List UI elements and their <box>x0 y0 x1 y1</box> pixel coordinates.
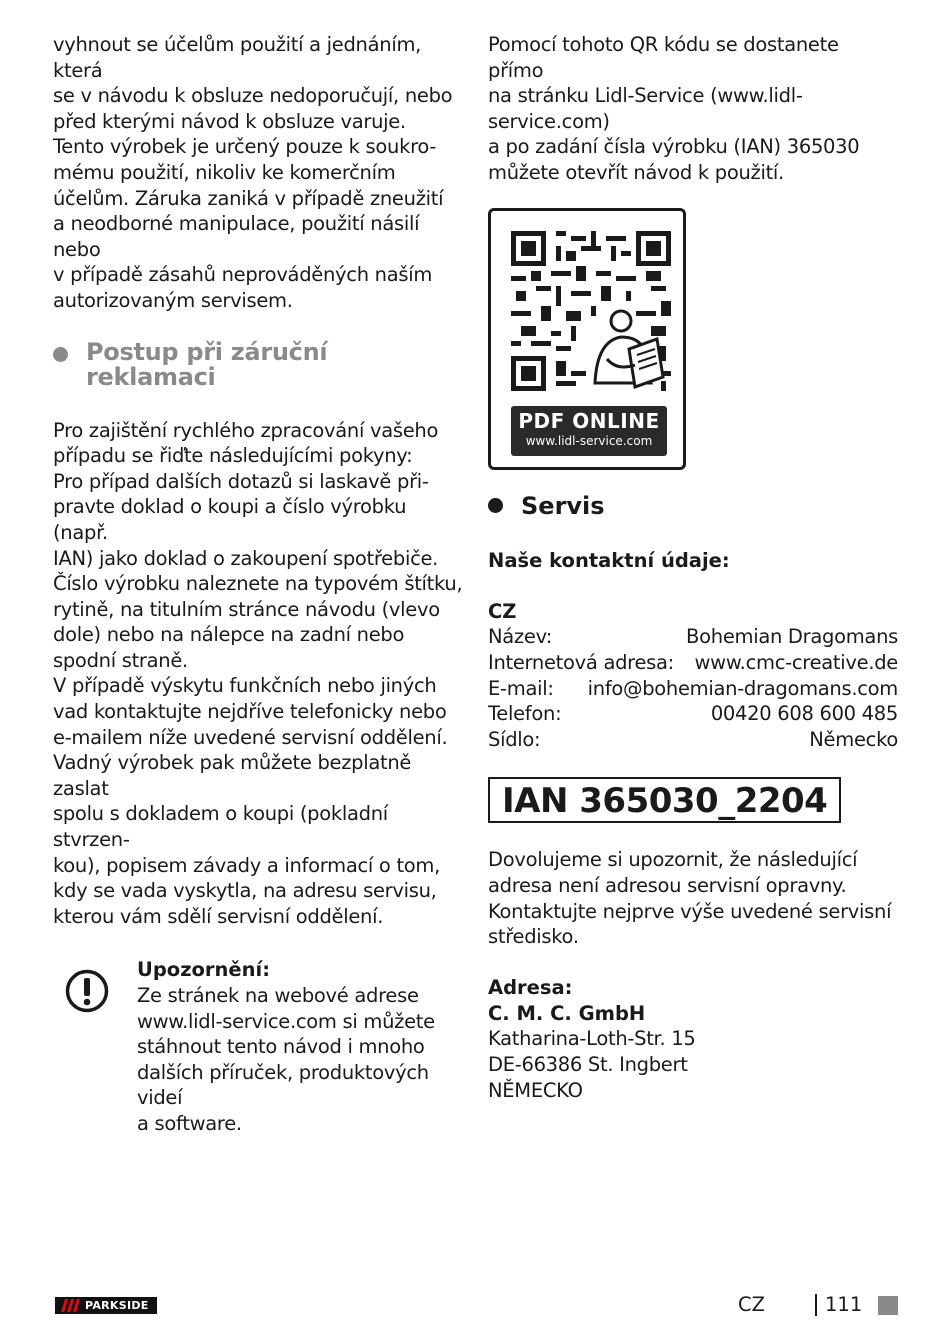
contact-value: Bohemian Dragomans <box>686 625 898 649</box>
country-code: CZ <box>488 599 517 623</box>
qr-code-panel[interactable] <box>488 208 686 470</box>
left-column <box>53 32 465 1137</box>
servis-title: Servis <box>521 491 605 520</box>
lidl-service-url: www.lidl-service.com <box>525 433 653 448</box>
warranty-intro-text: vyhnout se účelům použití a jednáním, která se v návodu k obsluze nedoporučují, nebo před kterými návod k obsluze varuje. Tento výrobek je určený pouze k soukro- mému použití, nikoliv ke komerčním účelům. Záruka zaniká v případě zneužití a neodborné manipulace, použití násilí nebo v případě zásahů neprováděných naším autorizovaným servisem. <box>53 33 453 312</box>
address-label: Adresa: <box>488 976 573 1000</box>
footer-divider <box>815 1294 817 1316</box>
contact-label: Název: <box>488 625 553 649</box>
qr-code-icon <box>511 231 671 391</box>
address-note: Dovolujeme si upozornit, že následující adresa není adresou servisní opravny. Kontaktujte nejprve výše uvedené servisní středisko. <box>488 848 892 949</box>
contact-row-phone <box>488 701 898 727</box>
phone-number: 00420 608 600 485 <box>710 702 898 726</box>
right-column <box>488 32 898 1103</box>
bullet-icon <box>53 347 68 362</box>
notice-text: Ze stránek na webové adrese www.lidl-service.com si můžete stáhnout tento návod i mnoho dalších příruček, produktových videí a software. <box>137 984 435 1135</box>
qr-intro-text: Pomocí tohoto QR kódu se dostanete přímo na stránku Lidl-Service (www.lidl-service.com) a po zadání čísla výrobku (IAN) 365030 můžete otevřít návod k použití. <box>488 33 860 184</box>
ian-number-box: IAN 365030_2204 <box>488 777 841 823</box>
contact-label: E-mail: <box>488 676 554 700</box>
contact-row-email <box>488 676 898 702</box>
notice-block <box>53 957 465 1136</box>
brand-name: PARKSIDE <box>85 1299 149 1312</box>
contact-value: Německo <box>809 727 898 751</box>
section-title: Postup při záruční reklamaci <box>86 337 328 391</box>
contact-row-website <box>488 650 898 676</box>
contact-label: Sídlo: <box>488 727 541 751</box>
warranty-procedure-text: Pro zajištění rychlého zpracování vašeho případu se řiďte následujícími pokyny: Pro případ dalších dotazů si laskavě při- pravte doklad o koupi a číslo výrobku (např. IAN) jako doklad o zakoupení spotřebiče. Číslo výrobku naleznete na typovém štítku, rytině, na titulním stránce návodu (vlevo dole) nebo na nálepce na zadní nebo spodní straně. V případě výskytu funkčních nebo jiných vad kontaktujte nejdříve telefonicky nebo e-mailem níže uvedené servisní oddělení. Vadný výrobek pak můžete bezplatně zaslat spolu s dokladem o koupi (pokladní stvrzen- kou), popisem závady a informací o tom, kdy se vada vyskytla, na adresu servisu, kterou vám sdělí servisní oddělení. <box>53 418 463 928</box>
website-link[interactable]: www.cmc-creative.de <box>694 650 898 674</box>
notice-title: Upozornění: <box>137 958 271 982</box>
pdf-online-label <box>511 406 667 456</box>
exclamation-icon <box>65 969 109 1013</box>
address-lines: Katharina-Loth-Str. 15 DE-66386 St. Ingbert NĚMECKO <box>488 1027 696 1102</box>
contact-heading: Naše kontaktní údaje: <box>488 548 730 572</box>
company-name: C. M. C. GmbH <box>488 1001 646 1025</box>
contact-label: Internetová adresa: <box>488 650 674 674</box>
bullet-icon <box>488 498 503 513</box>
parkside-logo <box>55 1297 157 1314</box>
page-number: 111 <box>825 1293 863 1316</box>
warranty-procedure-heading <box>53 337 465 391</box>
pdf-online-text: PDF ONLINE <box>518 408 660 433</box>
page-marker <box>878 1296 898 1315</box>
contact-row-name <box>488 624 898 650</box>
contact-table <box>488 624 898 752</box>
contact-label: Telefon: <box>488 702 562 726</box>
footer-language: CZ <box>738 1293 765 1316</box>
contact-row-seat <box>488 727 898 753</box>
logo-stripes-icon <box>61 1299 81 1312</box>
servis-heading <box>488 492 898 520</box>
email-link[interactable]: info@bohemian-dragomans.com <box>587 676 898 700</box>
notice-body <box>137 957 465 1136</box>
